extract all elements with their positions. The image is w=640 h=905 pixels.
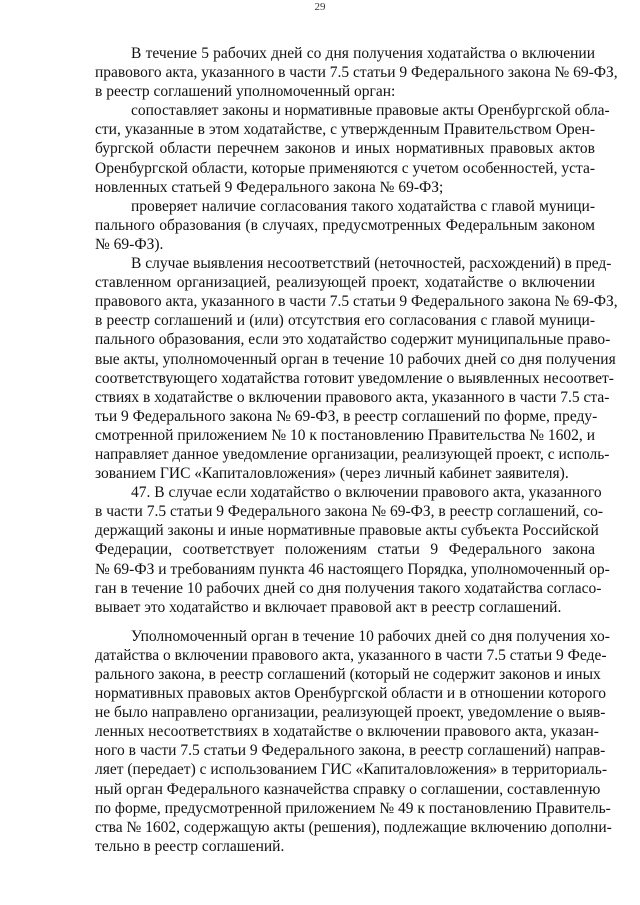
text-line: в части 7.5 статьи 9 Федерального закона № 69-ФЗ, в реестр соглашений, со-	[95, 503, 604, 521]
paragraph-discrepancies	[95, 254, 618, 483]
text-line: ляет (передает) с использованием ГИС «Капиталовложения» в территориаль-	[95, 761, 608, 779]
text-line: держащий законы и иные нормативные правовые акты субъекта Российской	[95, 522, 599, 540]
text-line: пального образования (в случаях, предусмотренных Федеральным законом	[95, 216, 595, 234]
paragraph-intro	[95, 44, 618, 101]
text-line: смотренной приложением № 10 к постановлению Правительства № 1602, и	[95, 426, 595, 444]
document-body	[95, 44, 618, 856]
text-line: новленных статьей 9 Федерального закона № 69-ФЗ;	[95, 178, 444, 196]
paragraph-certificate	[95, 627, 612, 856]
text-line: вые акты, уполномоченный орган в течение 10 рабочих дней со дня получения	[95, 350, 616, 368]
text-line: ства № 1602, содержащую акты (решения), подлежащие включению дополни-	[95, 818, 612, 836]
text-line: Уполномоченный орган в течение 10 рабочих дней со дня получения хо-	[131, 627, 610, 645]
text-line: В случае выявления несоответствий (неточностей, расхождений) в пред-	[131, 255, 612, 273]
paragraph-47	[95, 483, 610, 617]
text-line: Федерации, соответствует положениям статьи 9 Федерального закона	[95, 541, 595, 559]
text-line: ган в течение 10 рабочих дней со дня получения такого ходатайства согласо-	[95, 579, 602, 597]
text-line: пального образования, если это ходатайство содержит муниципальные право-	[95, 331, 611, 349]
text-line: направляет данное уведомление организации, реализующей проект, с исполь-	[95, 445, 610, 463]
paragraph-check	[95, 197, 595, 254]
text-line: ного в части 7.5 статьи 9 Федерального закона, в реестр соглашений) направ-	[95, 742, 606, 760]
paragraph-compare	[95, 101, 610, 196]
text-line: в реестр соглашений и (или) отсутствия его согласования с главой муници-	[95, 312, 595, 330]
text-line: соответствующего ходатайства готовит уведомление о выявленных несоответ-	[95, 369, 614, 387]
text-line: ставленном организацией, реализующей проект, ходатайстве о включении	[95, 274, 595, 292]
paragraph-spacer	[95, 617, 595, 627]
text-line: правового акта, указанного в части 7.5 статьи 9 Федерального закона № 69-ФЗ,	[95, 293, 618, 311]
text-line: сти, указанные в этом ходатайстве, с утвержденным Правительством Орен-	[95, 121, 595, 139]
text-line: Оренбургской области, которые применяются с учетом особенностей, уста-	[95, 159, 595, 177]
text-line: не было направлено организации, реализующей проект, уведомление о выяв-	[95, 704, 606, 722]
text-line: вывает это ходатайство и включает правовой акт в реестр соглашений.	[95, 598, 562, 616]
text-line: в реестр соглашений уполномоченный орган:	[95, 83, 396, 101]
text-line: рального закона, в реестр соглашений (который не содержит законов и иных	[95, 666, 601, 683]
text-line: проверяет наличие согласования такого ходатайства с главой муници-	[131, 197, 595, 215]
page-number: 29	[314, 1, 326, 13]
text-line: по форме, предусмотренной приложением № 49 к постановлению Правитель-	[95, 799, 611, 817]
text-line: В течение 5 рабочих дней со дня получения ходатайства о включении	[131, 45, 595, 62]
text-line: № 69-ФЗ и требованиям пункта 46 настоящего Порядка, уполномоченный ор-	[95, 560, 610, 578]
text-line: тельно в реестр соглашений.	[95, 837, 285, 855]
text-line: ный орган Федерального казначейства справку о соглашении, составленную	[95, 780, 601, 798]
text-line: ствиях в ходатайстве о включении правового акта, указанного в части 7.5 ста-	[95, 388, 610, 406]
text-line: тьи 9 Федерального закона № 69-ФЗ, в реестр соглашений по форме, преду-	[95, 407, 598, 425]
text-line: датайства о включении правового акта, указанного в части 7.5 статьи 9 Феде-	[95, 646, 607, 664]
text-line: 47. В случае если ходатайство о включении правового акта, указанного	[131, 484, 602, 502]
text-line: ленных несоответствиях в ходатайстве о включении правового акта, указан-	[95, 723, 599, 741]
text-line: бургской области перечнем законов и иных нормативных правовых актов	[95, 140, 595, 158]
text-line: № 69-ФЗ).	[95, 235, 164, 253]
text-line: зованием ГИС «Капиталовложения» (через личный кабинет заявителя).	[95, 465, 569, 483]
text-line: сопоставляет законы и нормативные правовые акты Оренбургской обла-	[131, 102, 610, 120]
text-line: нормативных правовых актов Оренбургской области и в отношении которого	[95, 685, 607, 703]
text-line: правового акта, указанного в части 7.5 статьи 9 Федерального закона № 69-ФЗ,	[95, 64, 618, 82]
